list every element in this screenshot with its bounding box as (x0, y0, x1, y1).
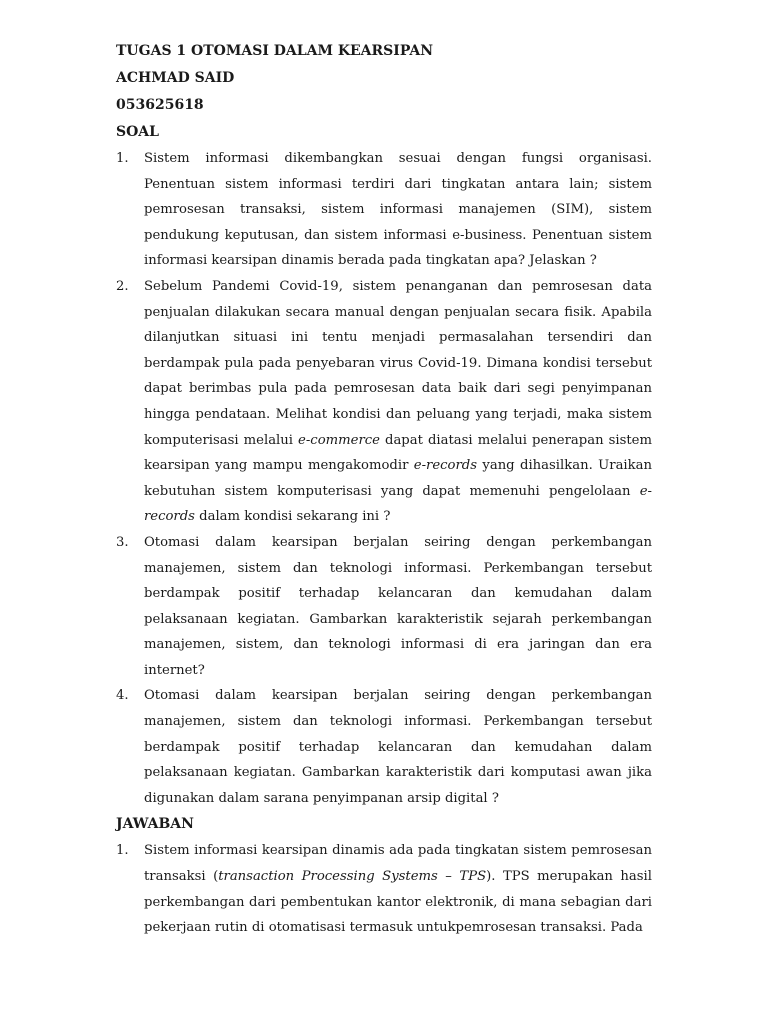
jawaban-item (116, 838, 652, 940)
italic-term: e-commerce (298, 432, 380, 448)
soal-item-number: 4. (116, 688, 129, 704)
italic-term: e-records (144, 483, 652, 525)
item-text: dapat diatasi melalui penerapan sistem kearsipan yang mampu mengakomodir (144, 432, 652, 474)
italic-term: transaction Processing Systems – TPS (218, 869, 487, 885)
jawaban-item-number: 1. (116, 843, 129, 859)
italic-term: e-records (413, 458, 477, 474)
soal-item (116, 530, 652, 684)
document-title: TUGAS 1 OTOMASI DALAM KEARSIPAN (116, 43, 433, 59)
jawaban-heading: JAWABAN (116, 816, 194, 833)
student-name: ACHMAD SAID (116, 70, 235, 86)
soal-item-number: 1. (116, 151, 129, 166)
soal-item (116, 683, 652, 811)
item-text: Sistem informasi dikembangkan sesuai dengan fungsi organisasi. Penentuan sistem informasi terdiri dari tingkatan antara lain; sistem pemrosesan transaksi, sistem informasi manajemen (SIM), sistem pendukung keputusan, dan sistem informasi e-business. Penentuan sistem informasi kearsipan dinamis berada pada tingkatan apa? Jelaskan ? (144, 151, 652, 269)
item-text: Otomasi dalam kearsipan berjalan seiring dengan perkembangan manajemen, sistem dan teknologi informasi. Perkembangan tersebut berdampak positif terhadap kelancaran dan kemudahan dalam pelaksanaan kegiatan. Gambarkan karakteristik dari komputasi awan jika digunakan dalam sarana penyimpanan arsip digital ? (144, 688, 652, 806)
jawaban-list (116, 838, 652, 940)
item-text: Sebelum Pandemi Covid-19, sistem penanganan dan pemrosesan data penjualan dilakukan secara manual dengan penjualan secara fisik. Apabila dilanjutkan situasi ini tentu menjadi permasalahan tersendiri dan berdampak pula pada penyebaran virus Covid-19. Dimana kondisi tersebut dapat berimbas pula pada pemrosesan data baik dari segi penyimpanan hingga pendataan. Melihat kondisi dan peluang yang terjadi, maka sistem komputerisasi melalui (144, 278, 652, 448)
soal-list (116, 146, 652, 811)
item-text: yang dihasilkan. Uraikan kebutuhan sistem komputerisasi yang dapat memenuhi pengelolaan (144, 458, 652, 499)
soal-item-number: 3. (116, 534, 129, 550)
item-text: Sistem informasi kearsipan dinamis ada pada tingkatan sistem pemrosesan transaksi ( (144, 843, 652, 885)
item-text: dalam kondisi sekarang ini ? (194, 509, 391, 525)
item-text: ). TPS merupakan hasil perkembangan dari pembentukan kantor elektronik, di mana sebagian dari pekerjaan rutin di otomatisasi termasuk untukpemrosesan transaksi. Pada (144, 869, 652, 936)
soal-item (116, 274, 652, 530)
soal-heading: SOAL (116, 124, 160, 140)
student-id: 053625618 (116, 97, 204, 113)
document-page (116, 38, 652, 941)
soal-item-number: 2. (116, 278, 129, 294)
item-text: Otomasi dalam kearsipan berjalan seiring dengan perkembangan manajemen, sistem dan teknologi informasi. Perkembangan tersebut berdampak positif terhadap kelancaran dan kemudahan dalam pelaksanaan kegiatan. Gambarkan karakteristik sejarah perkembangan manajemen, sistem, dan teknologi informasi di era jaringan dan era internet? (144, 534, 652, 678)
soal-item (116, 146, 652, 274)
